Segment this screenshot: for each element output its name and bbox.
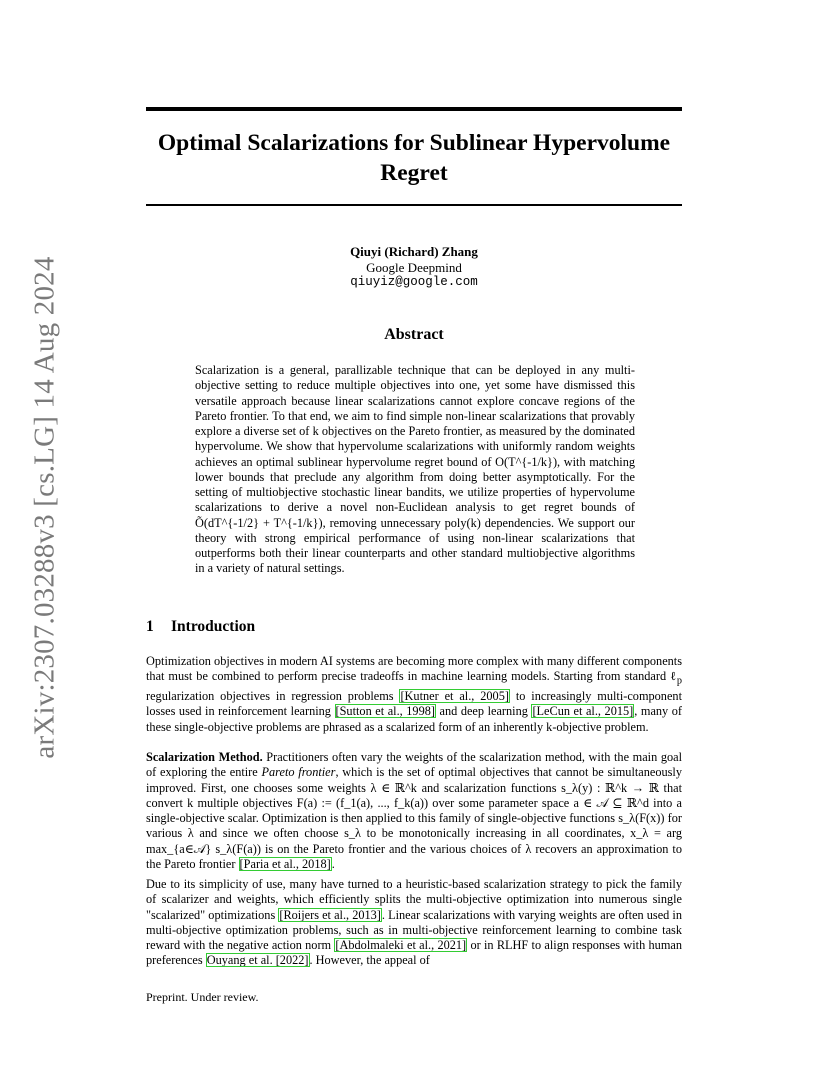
- arxiv-identifier-text: arXiv:2307.03288v3 [cs.LG] 14 Aug 2024: [28, 256, 61, 759]
- text-run: Optimization objectives in modern AI systems are becoming more complex with many different components that must be combined to perform precise tradeoffs in machine learning models. Starting from standard ℓ: [146, 654, 682, 684]
- title-rule-top: [146, 107, 682, 111]
- arxiv-identifier: [27, 256, 63, 759]
- intro-paragraph-2: [146, 750, 682, 872]
- citation-link[interactable]: [Abdolmaleki et al., 2021]: [335, 938, 467, 953]
- citation-link[interactable]: [Roijers et al., 2013]: [279, 907, 381, 922]
- intro-paragraph-3: [146, 877, 682, 969]
- section-heading: [146, 618, 682, 636]
- text-run: , many of these single-objective problems are phrased as a scalarized form of an inherently k-objective problem.: [146, 704, 682, 734]
- author-affiliation: Google Deepmind: [366, 259, 462, 275]
- citation-link[interactable]: [Sutton et al., 1998]: [335, 704, 435, 719]
- author-email: qiuyiz@google.com: [350, 275, 478, 289]
- footer-note: Preprint. Under review.: [146, 990, 259, 1004]
- text-run: .: [331, 857, 335, 872]
- emphasis: Pareto frontier: [261, 765, 336, 780]
- abstract-heading: Abstract: [384, 326, 444, 343]
- citation-link[interactable]: [Paria et al., 2018]: [239, 857, 331, 872]
- author-block: [146, 244, 682, 291]
- citation-link[interactable]: [Kutner et al., 2005]: [400, 689, 509, 704]
- title-rule-bottom: [146, 204, 682, 206]
- paragraph-run-in-heading: Scalarization Method.: [146, 750, 263, 764]
- section-number: 1: [146, 618, 154, 635]
- text-run: , which is the set of optimal objectives that cannot be simultaneously improved. First, one chooses some weights λ ∈ ℝ^k and scalarization functions s_λ(y) : ℝ^k → ℝ that convert k multiple objectives F(a) := (f_1(a), ..., f_k(a)) over some parameter space a ∈ 𝒜 ⊆ ℝ^d into a single-objective scalar. Optimization is then applied to this family of single-objective functions s_λ(F(x)) for various λ and since we often choose s_λ to be monotonically increasing in all coordinates, x_λ = arg max_{a∈𝒜} s_λ(F(a)) is on the Pareto frontier and the various choices of λ recovers an approximation to the Pareto frontier: [146, 765, 682, 872]
- abstract-body: Scalarization is a general, parallizable technique that can be deployed in any multi-objective setting to reduce multiple objectives into one, yet some have dismissed this versatile approach because linear scalarizations cannot explore concave regions of the Pareto frontier. To that end, we aim to find simple non-linear scalarizations that provably explore a diverse set of k objectives on the Pareto frontier, as measured by the dominated hypervolume. We show that hypervolume scalarizations with uniformly random weights achieves an optimal sublinear hypervolume regret bound of O(T^{-1/k}), with matching lower bounds that preclude any algorithm from doing better asymptotically. For the setting of multiobjective stochastic linear bandits, we utilize properties of hypervolume scalarizations to derive a novel non-Euclidean analysis to get regret bounds of Õ(dT^{-1/2} + T^{-1/k}), removing unnecessary poly(k) dependencies. We support our theory with strong empirical performance of using non-linear scalarizations that outperforms both their linear counterparts and other standard multiobjective algorithms in a variety of natural settings.: [195, 363, 635, 576]
- text-run: Due to its simplicity of use, many have turned to a heuristic-based scalarization strategy to pick the family of scalarizer and weights, which efficiently splits the multi-objective optimization into numerous single "scalarized" optimizations: [146, 877, 682, 922]
- intro-paragraph-1: [146, 654, 682, 735]
- author-name: Qiuyi (Richard) Zhang: [350, 244, 478, 259]
- subscript: p: [676, 675, 682, 687]
- text-run: or in RLHF to align responses with human preferences: [146, 938, 682, 968]
- text-run: . However, the appeal of: [309, 953, 430, 968]
- paper-title: Optimal Scalarizations for Sublinear Hypervolume Regret: [157, 130, 671, 186]
- text-run: regularization objectives in regression problems: [146, 689, 400, 704]
- citation-link[interactable]: [LeCun et al., 2015]: [532, 704, 634, 719]
- text-run: to increasingly multi-component losses used in reinforcement learning: [146, 689, 682, 719]
- text-run: Practitioners often vary the weights of the scalarization method, with the main goal of exploring the entire: [146, 750, 682, 780]
- section-title: Introduction: [171, 618, 256, 635]
- citation-link[interactable]: Ouyang et al. [2022]: [206, 953, 309, 968]
- text-run: and deep learning: [435, 704, 532, 719]
- text-run: . Linear scalarizations with varying weights are often used in multi-objective optimization problems, such as in multi-objective reinforcement learning to combine task reward with the negative action norm: [146, 907, 682, 953]
